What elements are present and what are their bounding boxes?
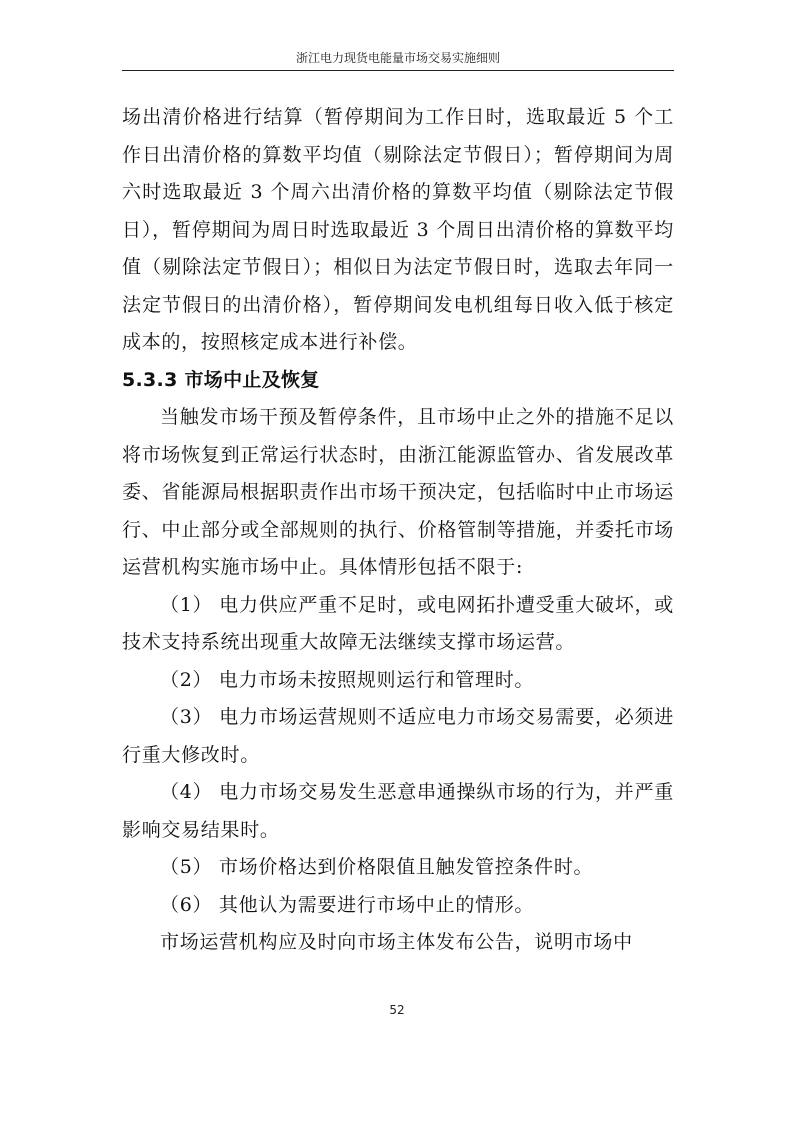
closing-paragraph: 市场运营机构应及时向市场主体发布公告，说明市场中 xyxy=(160,931,633,953)
section-heading: 5.3.3 市场中止及恢复 xyxy=(122,368,320,391)
list-item-6: （6） 其他认为需要进行市场中止的情形。 xyxy=(160,893,535,916)
list-item-4: （4） 电力市场交易发生恶意串通操纵市场的行为，并严重影响交易结果时。 xyxy=(122,781,674,841)
list-item-3: （3） 电力市场运营规则不适应电力市场交易需要，必须进行重大修改时。 xyxy=(122,706,674,766)
continuation-paragraph: 场出清价格进行结算（暂停期间为工作日时，选取最近 5 个工作日出清价格的算数平均值（剔除法定节假日）；暂停期间为周六时选取最近 3 个周六出清价格的算数平均值（剔除法定节假日），暂停期间为周日时选取最近 3 个周日出清价格的算数平均值（剔除法定节假日）；相似日为法定节假日时，选取去年同一法定节假日的出清价格），暂停期间发电机组每日收入低于核定成本的，按照核定成本进行补偿。 xyxy=(122,106,674,353)
header-rule xyxy=(122,70,674,71)
list-item-1: （1） 电力供应严重不足时，或电网拓扑遭受重大破坏，或技术支持系统出现重大故障无法继续支撑市场运营。 xyxy=(122,593,674,653)
page-number: 52 xyxy=(389,1003,405,1017)
list-item-5: （5） 市场价格达到价格限值且触发管控条件时。 xyxy=(160,856,594,878)
running-header: 浙江电力现货电能量市场交易实施细则 xyxy=(295,51,500,65)
intro-paragraph: 当触发市场干预及暂停条件，且市场中止之外的措施不足以将市场恢复到正常运行状态时，由浙江能源监管办、省发展改革委、省能源局根据职责作出市场干预决定，包括临时中止市场运行、中止部分或全部规则的执行、价格管制等措施，并委托市场运营机构实施市场中止。具体情形包括不限于: xyxy=(122,406,674,578)
list-item-2: （2） 电力市场未按照规则运行和管理时。 xyxy=(160,668,535,691)
document-body xyxy=(122,99,674,962)
